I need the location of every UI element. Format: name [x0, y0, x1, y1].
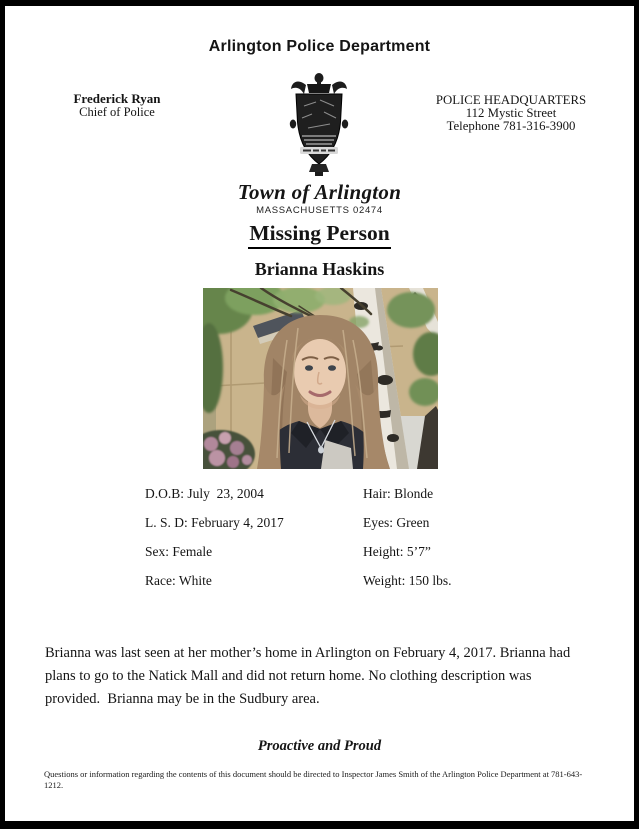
- town-seal-crest-icon: [286, 72, 352, 178]
- detail-race: Race: White: [145, 573, 212, 588]
- detail-eyes: Eyes: Green: [363, 515, 430, 530]
- headquarters-name: POLICE HEADQUARTERS: [435, 93, 587, 107]
- chief-name: Frederick Ryan: [73, 91, 161, 106]
- department-motto: Proactive and Proud: [257, 738, 382, 754]
- seal-state-zip: MASSACHUSETTS 02474: [256, 205, 383, 216]
- missing-person-photo: [203, 288, 438, 469]
- description-line: Brianna was last seen at her mother’s home in Arlington on February 4, 2017. Brianna had: [45, 645, 571, 661]
- description-line: plans to go to the Natick Mall and did not return home. No clothing description was: [45, 668, 532, 684]
- missing-person-heading-text: Missing Person: [248, 221, 390, 249]
- person-name: Brianna Haskins: [254, 259, 385, 279]
- detail-sex: Sex: Female: [145, 544, 213, 559]
- headquarters-phone: Telephone 781-316-3900: [446, 119, 576, 134]
- description-paragraph: [45, 642, 570, 711]
- footer-contact: [44, 769, 604, 791]
- missing-person-heading: [0, 221, 639, 249]
- seal-town-name: Town of Arlington: [237, 180, 402, 204]
- detail-hair: Hair: Blonde: [363, 486, 434, 501]
- headquarters-street: 112 Mystic Street: [465, 106, 557, 121]
- footer-contact-line: Questions or information regarding the contents of this document should be directed to Inspector James Smith of the Arlington Police Department at 781-643-: [44, 769, 583, 779]
- chief-of-police-block: [37, 92, 197, 119]
- detail-last-seen-date: L. S. D: February 4, 2017: [145, 515, 284, 530]
- chief-role: Chief of Police: [79, 104, 155, 119]
- description-line: provided. Brianna may be in the Sudbury area.: [45, 691, 320, 707]
- footer-contact-line: 1212.: [44, 780, 64, 790]
- page-title: Arlington Police Department: [208, 38, 431, 55]
- detail-height: Height: 5’7”: [363, 544, 431, 559]
- detail-dob: D.O.B: July 23, 2004: [145, 486, 264, 501]
- headquarters-block: [420, 94, 602, 134]
- detail-weight: Weight: 150 lbs.: [363, 573, 452, 588]
